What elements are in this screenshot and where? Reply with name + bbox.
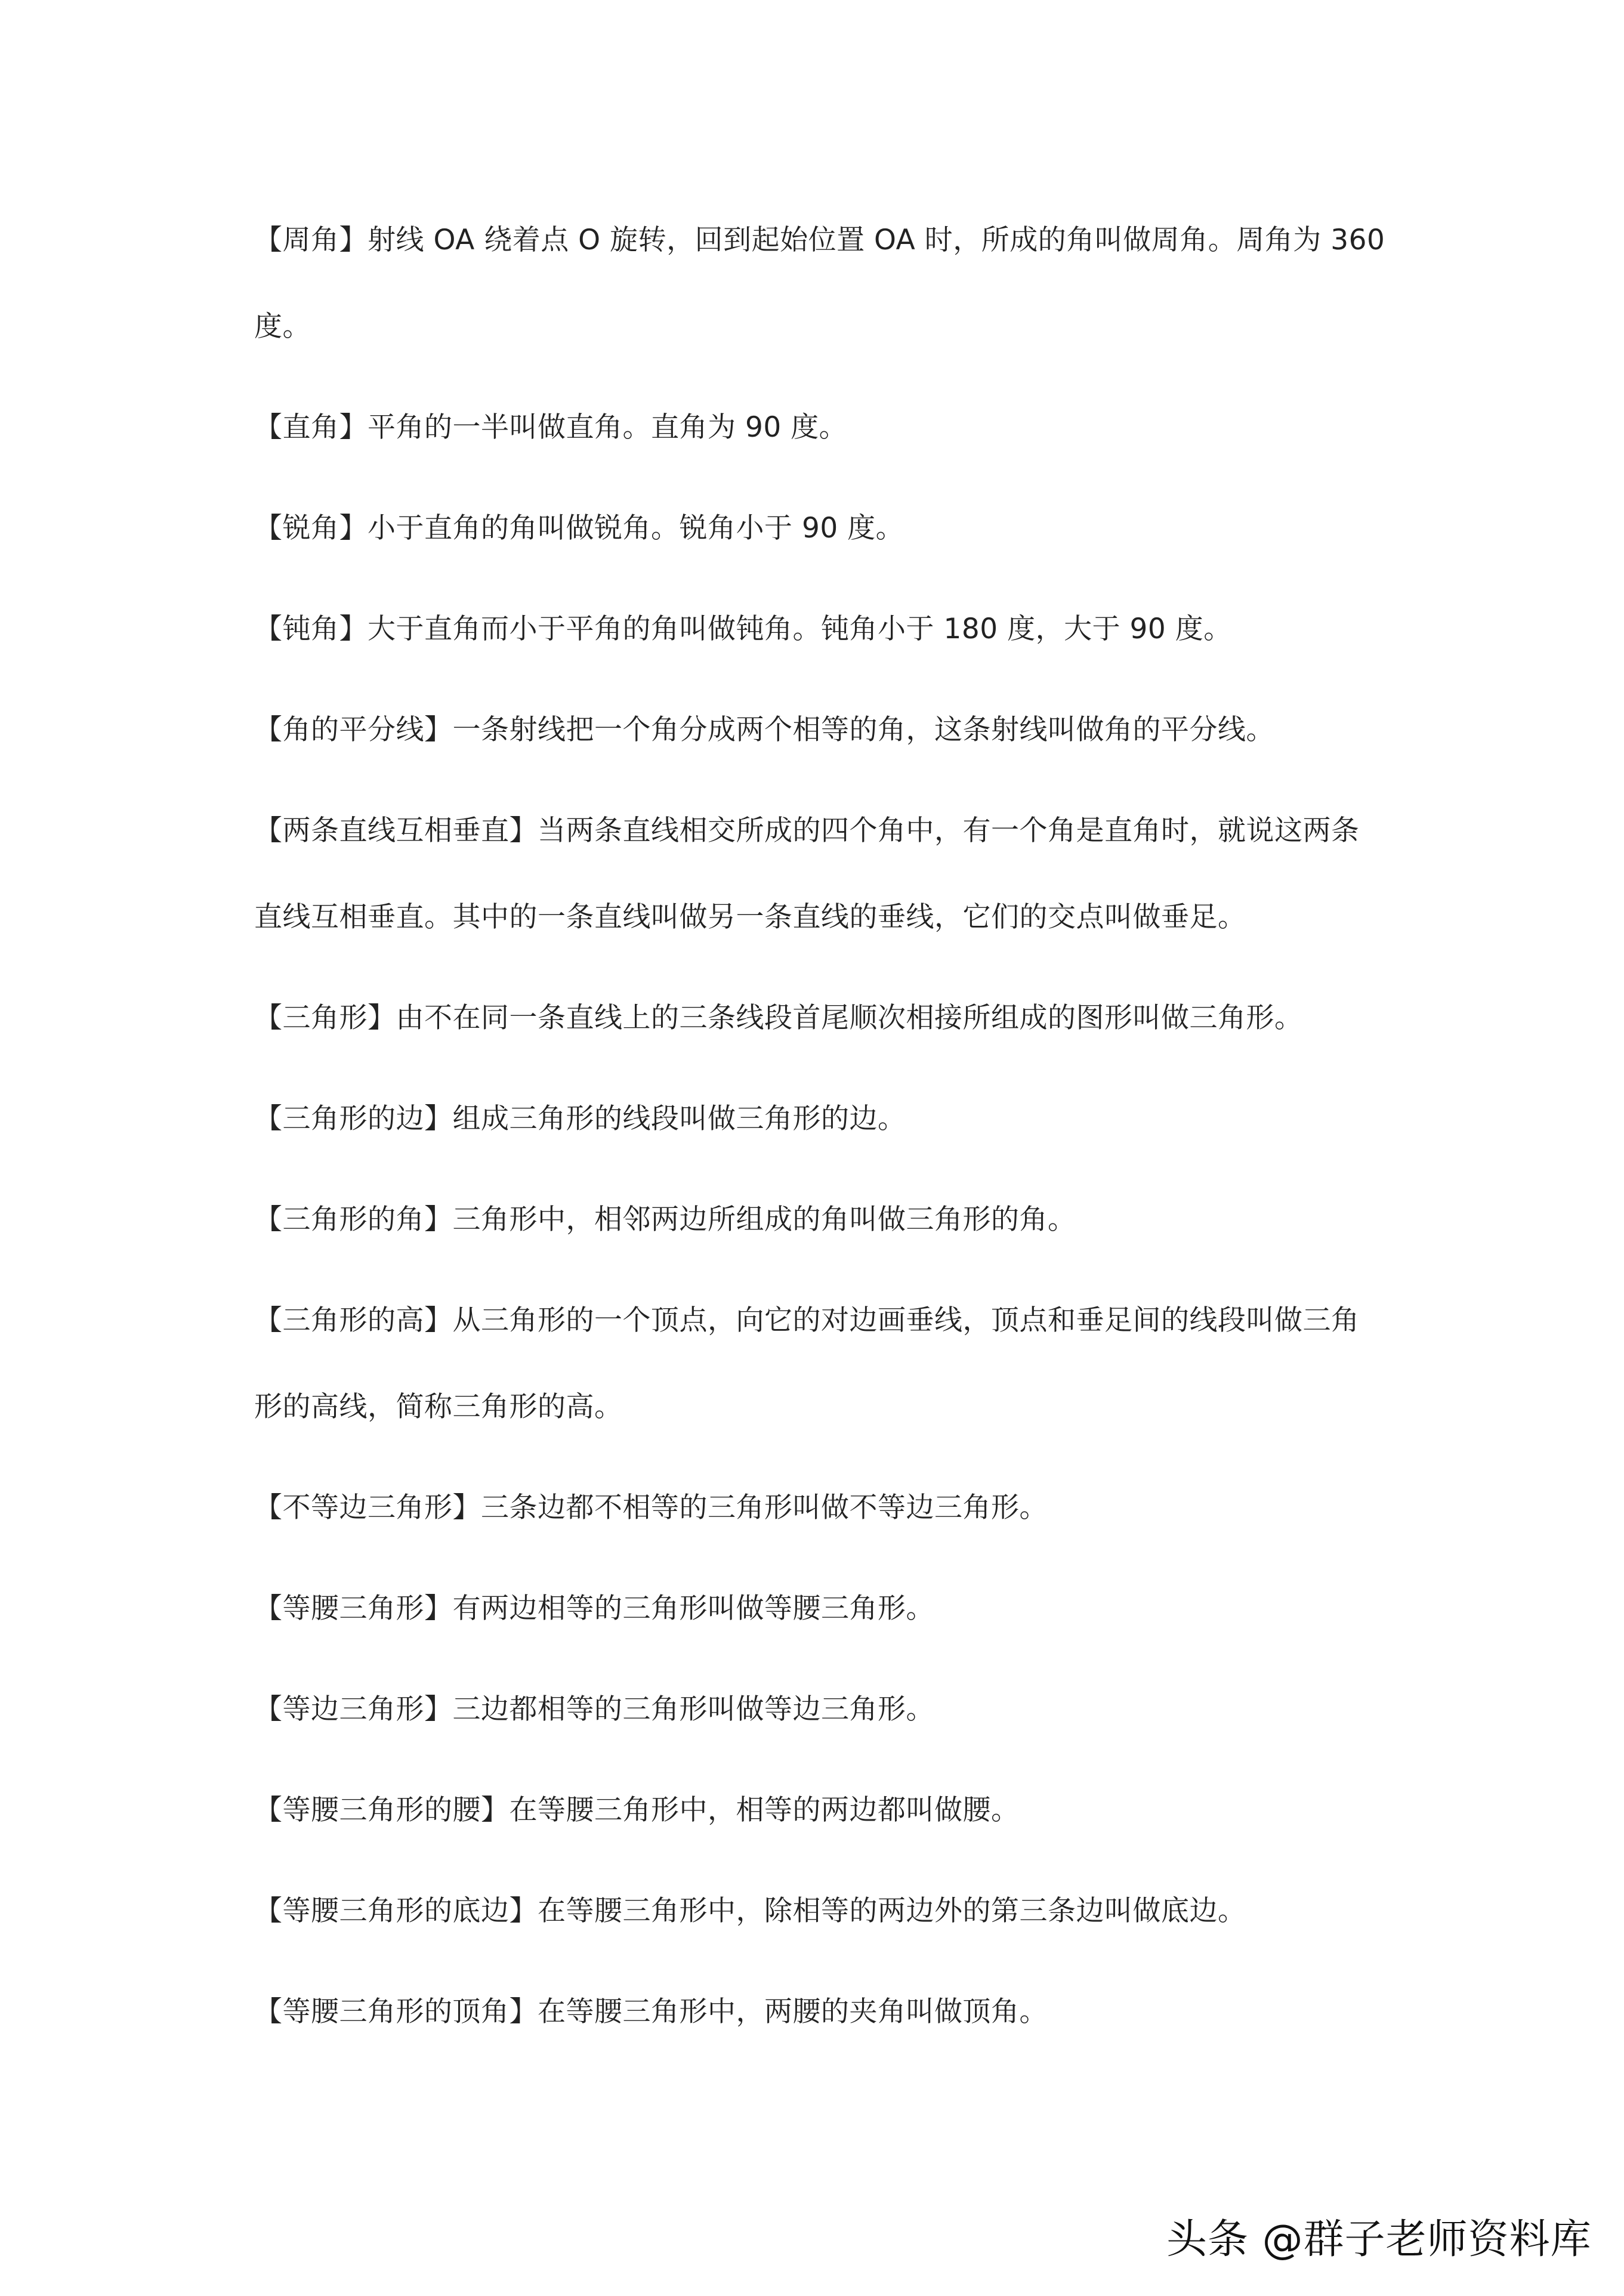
paragraph-line: 【三角形的高】从三角形的一个顶点，向它的对边画垂线，顶点和垂足间的线段叫做三角: [254, 1304, 1360, 1337]
paragraph-line: 【等腰三角形的腰】在等腰三角形中，相等的两边都叫做腰。: [254, 1794, 1020, 1827]
paragraph-line: 【直角】平角的一半叫做直角。直角为 90 度。: [254, 411, 848, 444]
definition-scalene-triangle: [254, 1464, 1388, 1551]
paragraph-line: 【周角】射线 OA 绕着点 O 旋转，回到起始位置 OA 时，所成的角叫做周角。周角为 360: [254, 224, 1385, 257]
paragraph-line: 【钝角】大于直角而小于平角的角叫做钝角。钝角小于 180 度，大于 90 度。: [254, 613, 1232, 645]
paragraph-line: 【三角形的边】组成三角形的线段叫做三角形的边。: [254, 1102, 906, 1135]
definitions-list: [254, 197, 1388, 2069]
definition-isosceles-vertex-angle: [254, 1969, 1388, 2055]
definition-ruijiao: [254, 485, 1388, 571]
definition-isosceles-triangle: [254, 1565, 1388, 1652]
paragraph-line: 【三角形】由不在同一条直线上的三条线段首尾顺次相接所组成的图形叫做三角形。: [254, 1002, 1303, 1034]
definition-dunjiao: [254, 586, 1388, 672]
paragraph-line: 直线互相垂直。其中的一条直线叫做另一条直线的垂线，它们的交点叫做垂足。: [254, 901, 1246, 934]
paragraph-line: 【锐角】小于直角的角叫做锐角。锐角小于 90 度。: [254, 512, 904, 545]
definition-equilateral-triangle: [254, 1666, 1388, 1753]
paragraph-line: 【角的平分线】一条射线把一个角分成两个相等的角，这条射线叫做角的平分线。: [254, 713, 1274, 746]
definition-zhoujiao: [254, 197, 1388, 370]
paragraph-line: 【三角形的角】三角形中，相邻两边所组成的角叫做三角形的角。: [254, 1203, 1076, 1236]
paragraph-line: 【等腰三角形的顶角】在等腰三角形中，两腰的夹角叫做顶角。: [254, 1995, 1048, 2028]
definition-triangle-side: [254, 1076, 1388, 1162]
paragraph-line: 【不等边三角形】三条边都不相等的三角形叫做不等边三角形。: [254, 1491, 1048, 1524]
definition-triangle: [254, 975, 1388, 1061]
paragraph-line: 【等腰三角形】有两边相等的三角形叫做等腰三角形。: [254, 1592, 934, 1625]
definition-angle-bisector: [254, 687, 1388, 773]
paragraph-line: 【两条直线互相垂直】当两条直线相交所成的四个角中，有一个角是直角时，就说这两条: [254, 814, 1360, 847]
paragraph-line: 【等腰三角形的底边】在等腰三角形中，除相等的两边外的第三条边叫做底边。: [254, 1895, 1246, 1927]
definition-isosceles-leg: [254, 1767, 1388, 1853]
definition-triangle-angle: [254, 1176, 1388, 1263]
definition-triangle-height: [254, 1277, 1388, 1450]
paragraph-line: 形的高线，简称三角形的高。: [254, 1390, 623, 1423]
definition-isosceles-base: [254, 1868, 1388, 1954]
definition-zhijiao: [254, 384, 1388, 471]
paragraph-line: 【等边三角形】三边都相等的三角形叫做等边三角形。: [254, 1693, 934, 1726]
watermark: 头条 @群子老师资料库: [1166, 2216, 1592, 2263]
paragraph-line: 度。: [254, 310, 311, 343]
definition-perpendicular-lines: [254, 787, 1388, 960]
